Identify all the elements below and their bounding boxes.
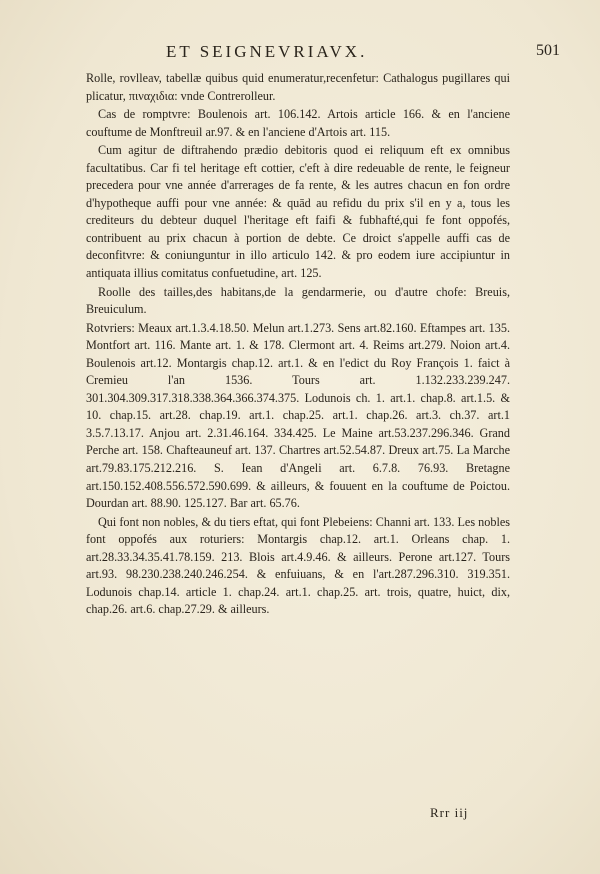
paragraph-cum-agitur: Cum agitur de diftrahendo prædio debitoris quod ei reliquum eft ex omnibus facultatibus. Car fi tel heritage eft cottier, c'eft à dire redeuable de rente, le feigneur precedera pour vne année d'arrerages de fa rente, & les autres chacun en fon ordre d'hypotheque auffi pour vne année: & quād au refidu du prix s'il en y a, tous les crediteurs du debteur duquel l'heritage eft faifi & fubhafté,qui fe font oppofés, contribuent au prix chacun à portion de debte. Ce droict s'appelle auffi cas de deconfitvre: & coniunguntur in illo articulo 142. & pro eodem iure accipiuntur in antiquata illius comitatus confuetudine, art. 125. — [86, 143, 510, 281]
paragraph-cas-de-romptvre: Cas de romptvre: Boulenois art. 106.142. Artois article 166. & en l'anciene couftume de Monftreuil ar.97. & en l'anciene d'Artois art. 115. — [86, 107, 510, 139]
paragraph-rotvriers: Rotvriers: Meaux art.1.3.4.18.50. Melun art.1.273. Sens art.82.160. Eftampes art. 135. Montfort art. 116. Mante art. 1. & 178. Clermont art. 4. Reims art.279. Noion art.4. Boulenois art.12. Montargis chap.12. art.1. & en l'edict du Roy François 1. faict à Cremieu l'an 1536. Tours art. 1.132.233.239.247. 301.304.309.317.318.338.364.366.374.375. Lodunois ch. 1. art.1. chap.8. art.1.5. & 10. chap.15. art.28. chap.19. art.1. chap.25. art.1. chap.26. art.3. ch.37. art.1 3.5.7.13.17. Anjou art. 2.31.46.164. 334.425. Le Maine art.53.237.296.346. Grand Perche art. 158. Chafteauneuf art. 137. Chartres art.52.54.87. Dreux art.75. La Marche art.79.83.175.212.216. S. Iean d'Angeli art. 6.7.8. 76.93. Bretagne art.150.152.408.556.572.590.699. & ailleurs, & fouuent en la couftume de Poictou. Dourdan art. 88.90. 125.127. Bar art. 65.76. — [86, 320, 510, 511]
body-text — [86, 70, 510, 620]
paragraph-rolle: Rolle, rovlleav, tabellæ quibus quid enumeratur,recenfetur: Cathalogus pugillares qui plicatur, πιναχιδια: vnde Contrerolleur. — [86, 71, 510, 103]
paragraph-non-nobles: Qui font non nobles, & du tiers eftat, qui font Plebeiens: Channi art. 133. Les nobles font oppofés aux roturiers: Montargis chap.12. art.1. Orleans chap. 1. art.28.33.34.35.41.78.159. 213. Blois art.4.9.46. & ailleurs. Perone art.127. Tours art.93. 98.230.238.240.246.254. & enfuiuans, & en l'art.287.296.310. 319.351. Lodunois chap.14. article 1. chap.24. art.1. chap.25. art. trois, quatre, huict, dix, chap.26. art.6. chap.27.29. & ailleurs. — [86, 514, 510, 617]
paragraph-roolle: Roolle des tailles,des habitans,de la gendarmerie, ou d'autre chofe: Breuis, Breuiculum. — [86, 284, 510, 317]
page-header — [80, 42, 560, 68]
page-number: 501 — [536, 42, 560, 59]
signature-mark: Rrr iij — [430, 805, 469, 820]
running-head: ET SEIGNEVRIAVX. — [166, 42, 368, 61]
